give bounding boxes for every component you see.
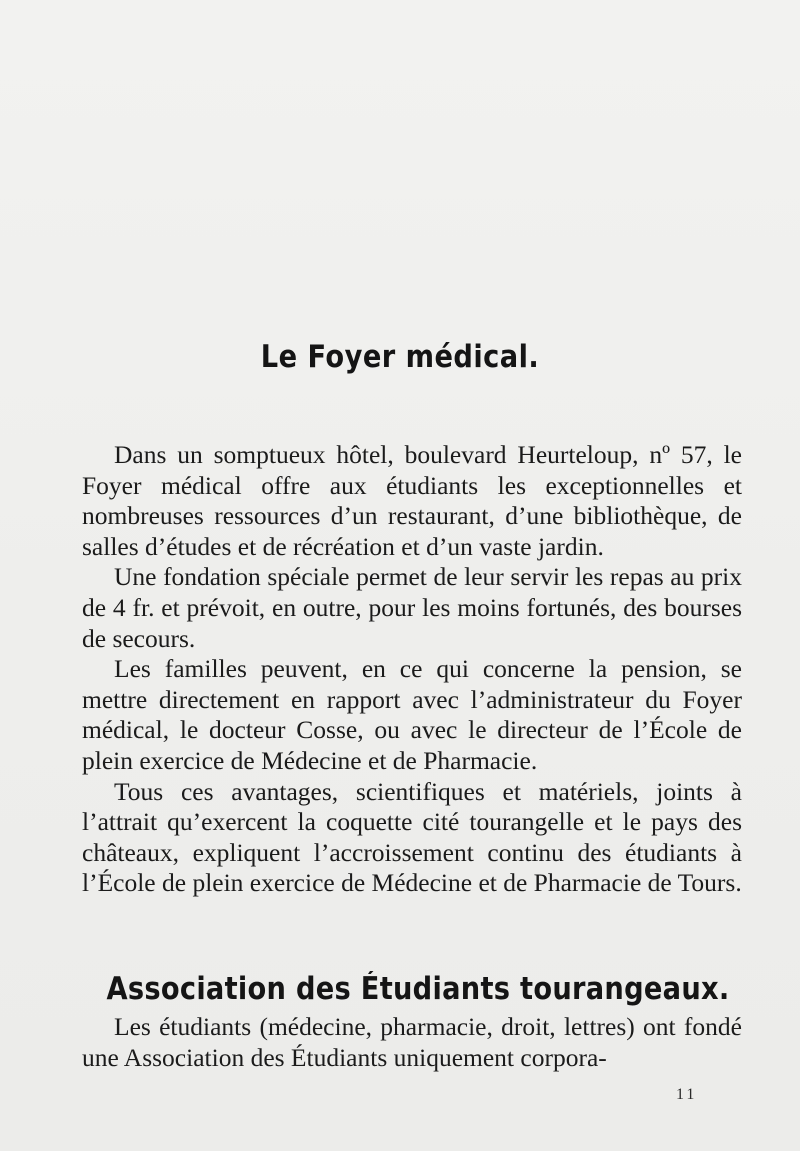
foyer-text <box>82 440 742 899</box>
paragraph-foyer-description: Dans un somptueux hôtel, boulevard Heurteloup, nº 57, le Foyer médical offre aux étudiants les exceptionnelles et nombreuses ressources d’un restaurant, d’une bibliothèque, de salles d’études et de récréation et d’un vaste jardin. <box>82 440 742 561</box>
paragraph-advantages: Tous ces avantages, scientifiques et matériels, joints à l’attrait qu’exercent la coquette cité tourangelle et le pays des châteaux, expliquent l’accroissement continu des étudiants à l’École de plein exercice de Médecine et de Pharmacie de Tours. <box>82 776 742 898</box>
paragraph-foundation: Une fondation spéciale permet de leur servir les repas au prix de 4 fr. et prévoit, en outre, pour les moins fortunés, des bourses de secours. <box>82 562 742 653</box>
paragraph-association: Les étudiants (médecine, pharmacie, droit, lettres) ont fondé une Association des Étudiants uniquement corpora- <box>82 1012 742 1072</box>
paragraph-families: Les familles peuvent, en ce qui concerne la pension, se mettre directement en rapport avec l’administrateur du Foyer médical, le docteur Cosse, ou avec le directeur de l’École de plein exercice de Médecine et de Pharmacie. <box>82 654 742 775</box>
section-title: Association des Étudiants tourangeaux. <box>106 970 730 1007</box>
page-number: 11 <box>676 1086 698 1103</box>
association-text <box>82 1012 742 1073</box>
page-title: Le Foyer médical. <box>260 338 540 375</box>
